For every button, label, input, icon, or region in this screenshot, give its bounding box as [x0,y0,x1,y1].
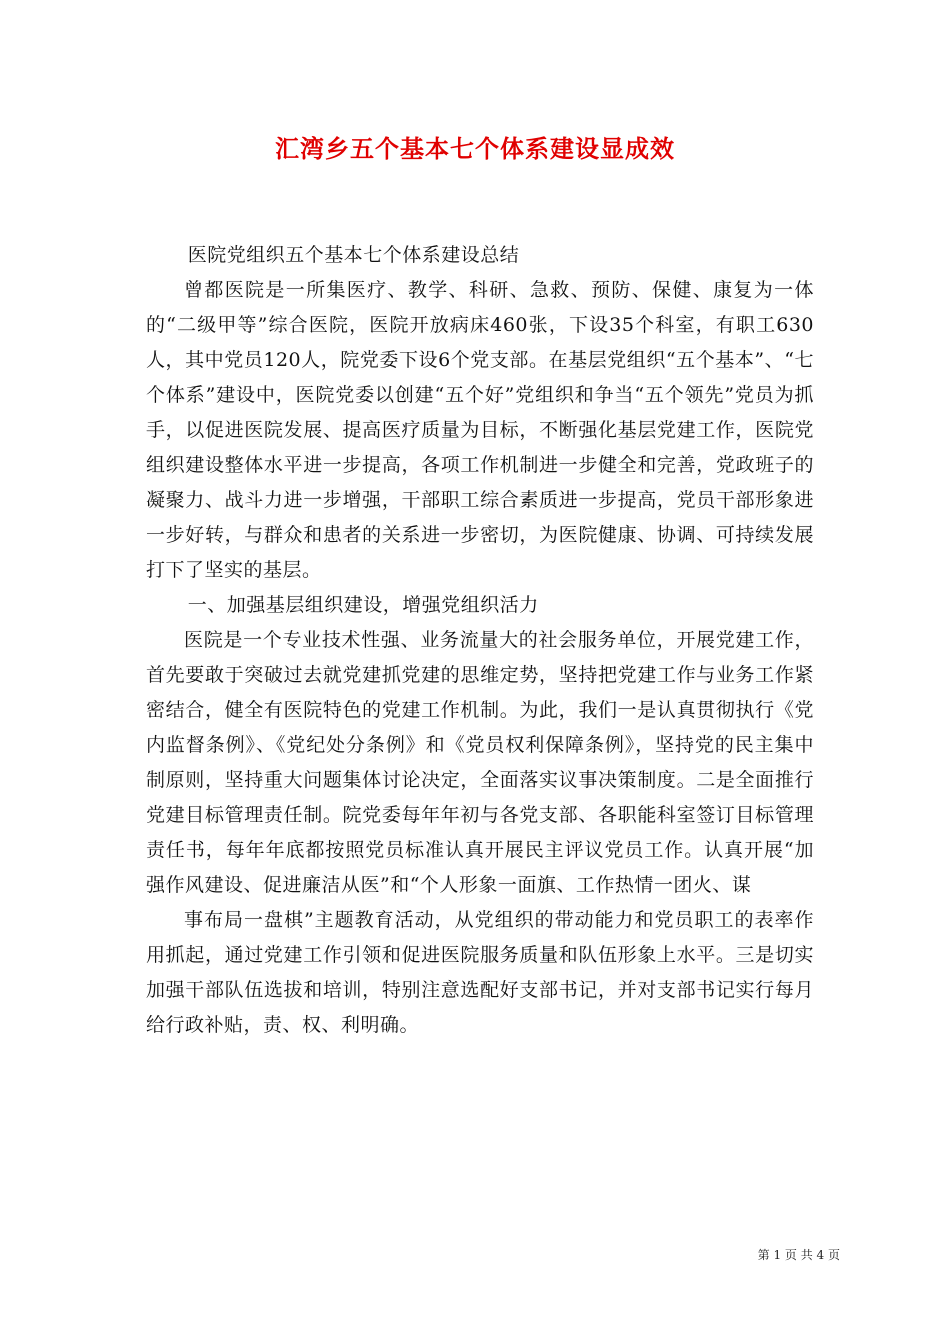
paragraph-body-2: 事布局一盘棋”主题教育活动，从党组织的带动能力和党员职工的表率作用抓起，通过党建工作引领和促进医院服务质量和队伍形象上水平。三是切实加强干部队伍选拔和培训，特别注意选配好支部书记，并对支部书记实行每月给行政补贴，责、权、利明确。 [146,909,814,1036]
document-body [146,238,814,1043]
paragraph-body-1: 医院是一个专业技术性强、业务流量大的社会服务单位，开展党建工作，首先要敢于突破过去就党建抓党建的思维定势，坚持把党建工作与业务工作紧密结合，健全有医院特色的党建工作机制。为此，我们一是认真贯彻执行《党内监督条例》、《党纪处分条例》和《党员权利保障条例》，坚持党的民主集中制原则，坚持重大问题集体讨论决定，全面落实议事决策制度。二是全面推行党建目标管理责任制。院党委每年年初与各党支部、各职能科室签订目标管理责任书，每年年底都按照党员标准认真开展民主评议党员工作。认真开展“加强作风建设、促进廉洁从医”和“个人形象一面旗、工作热情一团火、谋 [146,629,814,896]
section-subtitle: 医院党组织五个基本七个体系建设总结 [187,244,520,266]
paragraph-intro: 曾都医院是一所集医疗、教学、科研、急救、预防、保健、康复为一体的“二级甲等”综合医院，医院开放病床460张，下设35个科室，有职工630人，其中党员120人，院党委下设6个党支部。在基层党组织“五个基本”、“七个体系”建设中，医院党委以创建“五个好”党组织和争当“五个领先”党员为抓手，以促进医院发展、提高医疗质量为目标，不断强化基层党建工作，医院党组织建设整体水平进一步提高，各项工作机制进一步健全和完善，党政班子的凝聚力、战斗力进一步增强，干部职工综合素质进一步提高，党员干部形象进一步好转，与群众和患者的关系进一步密切，为医院健康、协调、可持续发展打下了坚实的基层。 [146,279,814,581]
document-title: 汇湾乡五个基本七个体系建设显成效 [275,134,675,163]
section-heading-1: 一、加强基层组织建设，增强党组织活力 [187,594,539,616]
page-number: 第 1 页 共 4 页 [757,1248,840,1262]
